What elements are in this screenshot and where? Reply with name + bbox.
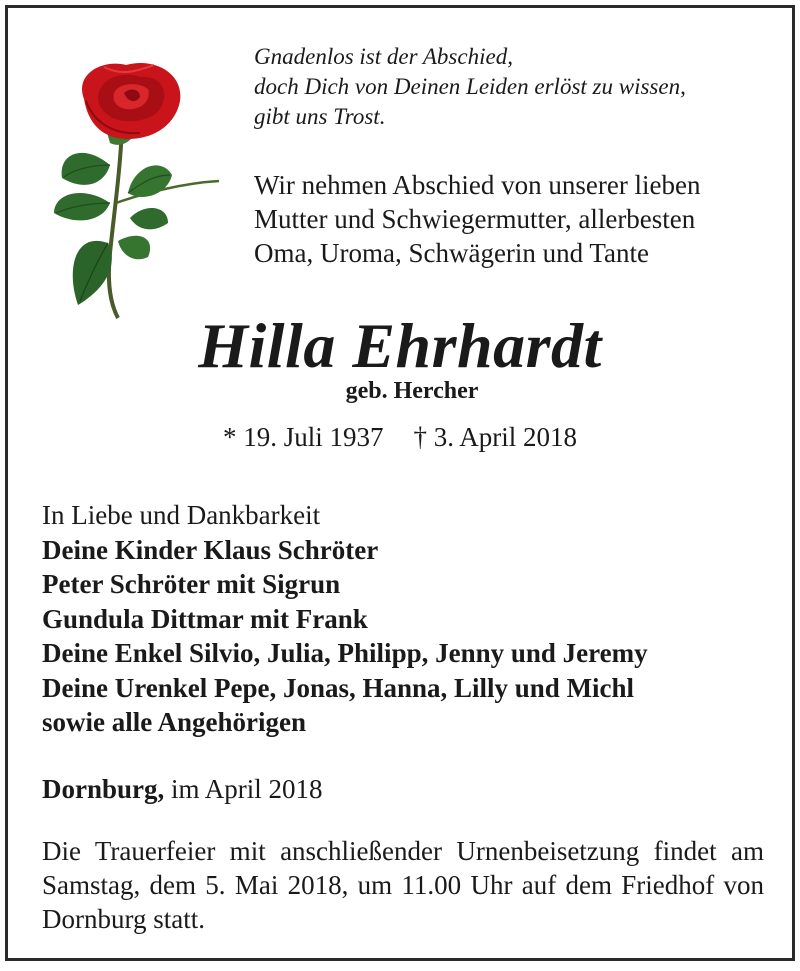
mourner-line: Deine Kinder Klaus Schröter <box>42 534 379 565</box>
obituary-notice <box>5 5 795 961</box>
deceased-name: Hilla Ehrhardt <box>198 310 602 381</box>
birth-name: geb. Hercher <box>345 378 479 404</box>
quote-line: gibt uns Trost. <box>254 104 386 129</box>
death-date: † 3. April 2018 <box>413 422 578 452</box>
mourners-heading: In Liebe und Dankbarkeit <box>42 500 321 530</box>
birth-date: * 19. Juli 1937 <box>222 422 384 452</box>
place-town: Dornburg, <box>42 774 165 804</box>
mourner-line: Peter Schröter mit Sigrun <box>42 569 341 599</box>
place-month: im April 2018 <box>171 774 323 804</box>
quote-line: Gnadenlos ist der Abschied, <box>254 44 513 69</box>
life-dates <box>8 420 792 454</box>
mourner-line: Deine Urenkel Pepe, Jonas, Hanna, Lilly und Michl <box>42 672 635 703</box>
mourner-line: Gundula Dittmar mit Frank <box>42 603 368 634</box>
intro-line: Wir nehmen Abschied von unserer lieben <box>254 170 701 200</box>
intro-line: Oma, Uroma, Schwägerin und Tante <box>254 238 650 268</box>
rose-image <box>44 53 234 323</box>
quote-line: doch Dich von Deinen Leiden erlöst zu wissen, <box>254 74 686 99</box>
intro-line: Mutter und Schwiegermutter, allerbesten <box>254 204 696 234</box>
mourner-line: Deine Enkel Silvio, Julia, Philipp, Jenny und Jeremy <box>42 638 648 668</box>
intro-text <box>254 168 774 270</box>
mourners-list <box>42 498 772 740</box>
place-date <box>42 772 323 806</box>
mourner-line: sowie alle Angehörigen <box>42 707 306 737</box>
funeral-service-info: Die Trauerfeier mit anschließender Urnenbeisetzung findet am Samstag, dem 5. Mai 2018, um 11.00 Uhr auf dem Friedhof von Dornburg statt. <box>42 836 764 934</box>
quote-text <box>254 42 774 132</box>
